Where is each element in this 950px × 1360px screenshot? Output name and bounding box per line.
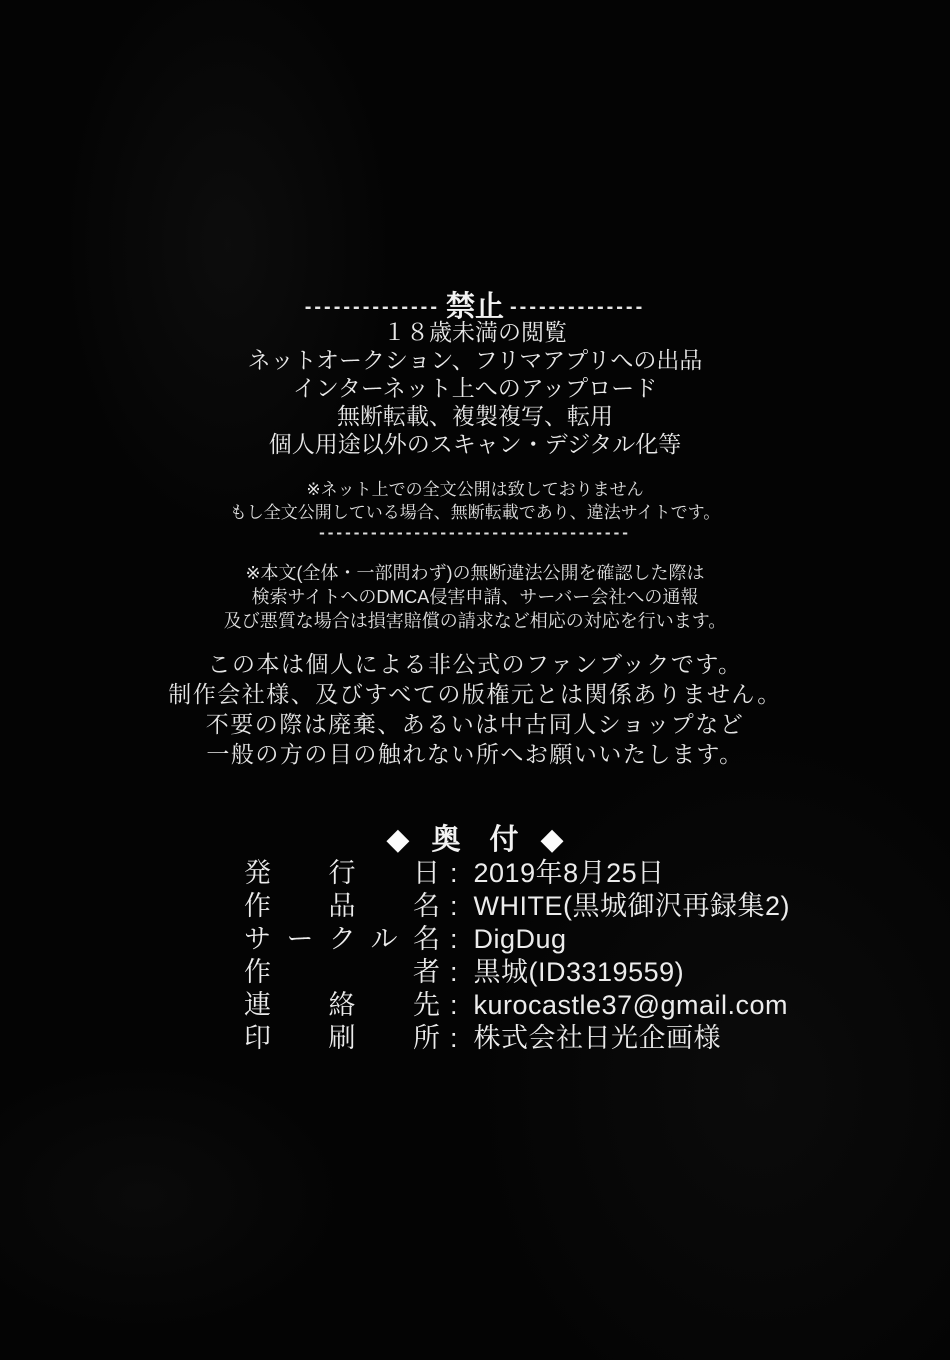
dashed-divider: ------------------------------------ <box>319 523 631 542</box>
prohibited-item: 個人用途以外のスキャン・デジタル化等 <box>268 431 682 457</box>
legal-note-line: ※本文(全体・一部問わず)の無断違法公開を確認した際は <box>245 563 705 583</box>
legal-note <box>0 561 950 633</box>
colophon-value: DigDug <box>473 924 567 954</box>
colophon-value: 株式会社日光企画様 <box>473 1023 722 1053</box>
colophon-label: サークル名 <box>244 924 440 954</box>
fanbook-disclaimer <box>0 650 950 770</box>
prohibited-item: １８歳未満の閲覧 <box>383 319 567 345</box>
publication-note-line: もし全文公開している場合、無断転載であり、違法サイトです。 <box>229 503 721 522</box>
prohibited-item: 無断転載、複製複写、転用 <box>337 403 613 429</box>
colophon-colon: : <box>450 924 458 954</box>
publication-note <box>0 478 950 524</box>
colophon-row-publish-date <box>244 857 790 890</box>
colophon-colon: : <box>450 858 458 888</box>
colophon-row-circle <box>244 923 790 956</box>
disclaimer-line: 制作会社様、及びすべての版権元とは関係ありません。 <box>168 682 782 707</box>
colophon-value: WHITE(黒城御沢再録集2) <box>473 891 790 921</box>
diamond-icon: ◆ <box>540 823 564 856</box>
colophon-heading <box>0 817 950 858</box>
publication-note-line: ※ネット上での全文公開は致しておりません <box>306 480 644 499</box>
prohibited-item: ネットオークション、フリマアプリへの出品 <box>247 347 703 373</box>
colophon-colon: : <box>450 1023 458 1053</box>
disclaimer-line: 一般の方の目の触れない所へお願いいたします。 <box>206 742 744 767</box>
colophon-row-author <box>244 956 790 989</box>
dash-line-left: -------------- <box>304 296 440 318</box>
legal-note-line: 及び悪質な場合は損害賠償の請求など相応の対応を行います。 <box>223 611 727 631</box>
prohibited-item: インターネット上へのアップロード <box>292 375 658 401</box>
disclaimer-line: この本は個人による非公式のファンブックです。 <box>207 652 743 677</box>
colophon-label: 連絡先 <box>244 990 440 1020</box>
colophon-row-contact <box>244 989 790 1022</box>
diamond-icon: ◆ <box>386 823 410 856</box>
colophon-row-title <box>244 890 790 923</box>
prohibition-title: 禁止 <box>445 291 504 323</box>
disclaimer-line: 不要の際は廃棄、あるいは中古同人ショップなど <box>205 712 745 737</box>
legal-note-line: 検索サイトへのDMCA侵害申請、サーバー会社への通報 <box>251 587 699 607</box>
colophon-details <box>244 857 790 1055</box>
colophon-value: 黒城(ID3319559) <box>473 957 685 987</box>
colophon-label: 発行日 <box>244 858 440 888</box>
colophon-value: kurocastle37@gmail.com <box>473 990 789 1020</box>
dash-line-right: -------------- <box>510 296 646 318</box>
colophon-colon: : <box>450 957 458 987</box>
colophon-value: 2019年8月25日 <box>473 858 665 888</box>
colophon-row-printer <box>244 1022 790 1055</box>
colophon-label: 印刷所 <box>244 1023 440 1053</box>
colophon-colon: : <box>450 990 458 1020</box>
colophon-label: 作者 <box>244 957 440 987</box>
prohibited-items-list <box>0 318 950 458</box>
colophon-colon: : <box>450 891 458 921</box>
colophon-title: 奥 付 <box>431 824 519 856</box>
colophon-label: 作品名 <box>244 891 440 921</box>
